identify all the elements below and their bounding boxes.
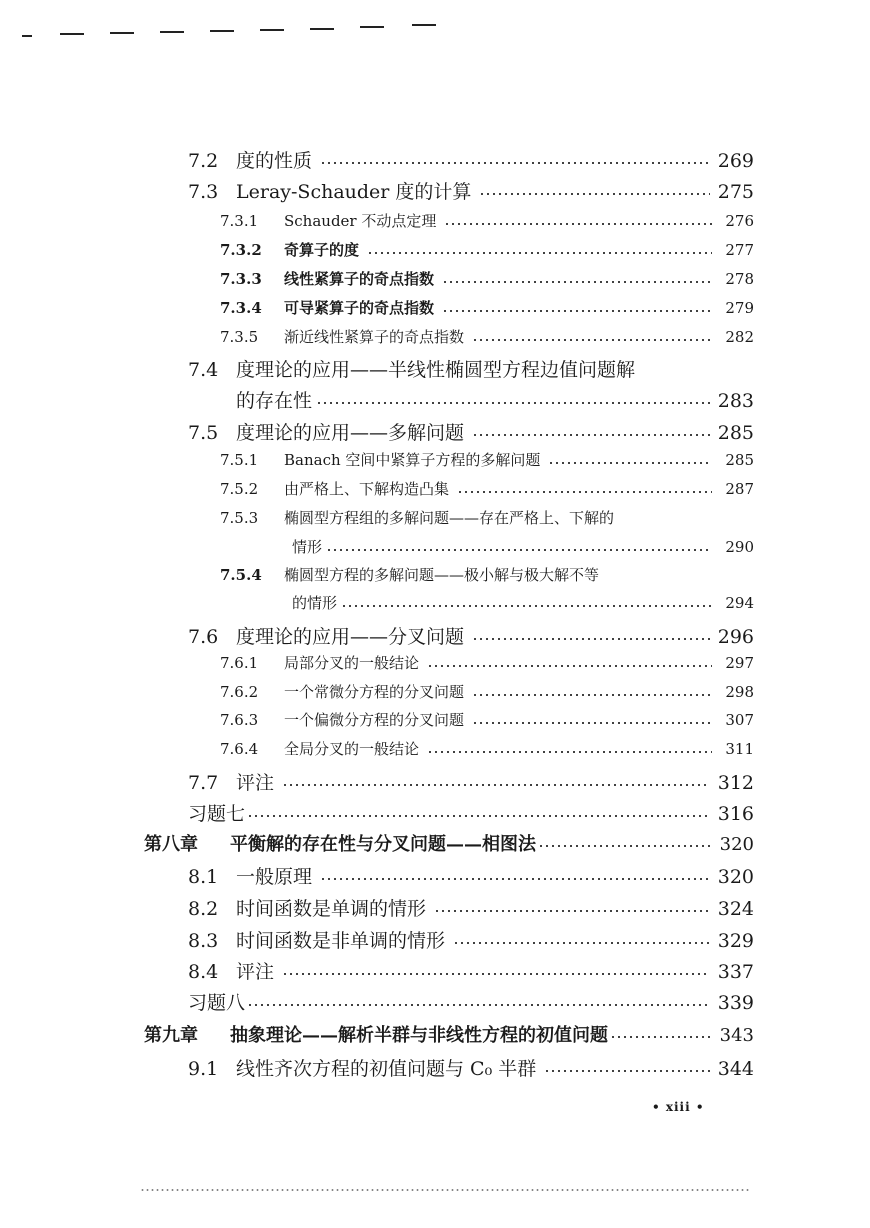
- subsection-title: Schauder 不动点定理: [284, 212, 437, 230]
- page-number: 343: [719, 1025, 754, 1046]
- subsection-number: 7.5.1: [220, 451, 259, 469]
- section-title: 时间函数是单调的情形: [236, 898, 427, 920]
- toc-entry-7-6-4: [220, 738, 754, 759]
- dot-leader: [282, 973, 710, 975]
- exercises-title: 习题七: [188, 803, 246, 825]
- dot-leader: [434, 910, 710, 912]
- page-number: 285: [725, 451, 754, 469]
- toc-entry-7-3-5: [220, 326, 754, 347]
- dot-leader: [427, 751, 712, 753]
- exercises-title: 习题八: [188, 992, 246, 1014]
- subsection-number: 7.6.4: [220, 740, 259, 758]
- section-title: 度的性质: [236, 150, 313, 172]
- toc-entry-7-6-2: [220, 681, 754, 702]
- toc-entry-7-5-4-continued: [292, 592, 754, 613]
- subsection-title: 局部分叉的一般结论: [284, 654, 420, 672]
- section-title: 评注: [236, 961, 275, 983]
- section-title: 度理论的应用——多解问题: [236, 422, 465, 444]
- section-number: 8.3: [188, 930, 219, 952]
- dot-leader: [282, 784, 710, 786]
- page-number: 329: [717, 930, 754, 952]
- toc-entry-7-5-2: [220, 478, 754, 499]
- page-number: 294: [725, 594, 754, 612]
- toc-entry-7-7: [188, 768, 754, 795]
- page-number: 307: [725, 711, 754, 729]
- section-number: 8.2: [188, 898, 219, 920]
- page-number: 311: [725, 740, 754, 758]
- section-title: 时间函数是非单调的情形: [236, 930, 446, 952]
- subsection-number: 7.3.3: [220, 270, 262, 288]
- dot-leader: [548, 462, 712, 464]
- subsection-title: 奇算子的度: [284, 241, 360, 259]
- chapter-number: 第八章: [144, 834, 198, 855]
- dot-leader: [247, 1004, 710, 1006]
- page-number: 320: [719, 834, 754, 855]
- subsection-number: 7.3.2: [220, 241, 262, 259]
- chapter-title: 平衡解的存在性与分叉问题——相图法: [230, 834, 536, 855]
- subsection-number: 7.6.1: [220, 654, 259, 672]
- dot-leader: [610, 1036, 714, 1038]
- scan-artifact-line: [140, 1189, 750, 1191]
- subsection-title-continued: 情形: [292, 538, 323, 556]
- section-title: 度理论的应用——分叉问题: [236, 626, 465, 648]
- dot-leader: [442, 281, 712, 283]
- page-number: 277: [725, 241, 754, 259]
- toc-entry-7-3-4: [220, 297, 754, 318]
- subsection-title: 全局分叉的一般结论: [284, 740, 420, 758]
- subsection-title: 线性紧算子的奇点指数: [284, 270, 435, 288]
- toc-entry-7-3-2: [220, 239, 754, 260]
- toc-entry-exercises-8: [188, 988, 754, 1015]
- dot-leader: [367, 252, 712, 254]
- toc-entry-7-4: [188, 355, 754, 382]
- subsection-title: 一个偏微分方程的分叉问题: [284, 711, 465, 729]
- page-number: 283: [717, 390, 754, 412]
- folio-page-label: • xiii •: [652, 1100, 705, 1114]
- section-number: 7.4: [188, 359, 219, 381]
- page-number: 324: [717, 898, 754, 920]
- toc-entry-7-5-3: [220, 507, 754, 528]
- toc-entry-7-5-1: [220, 449, 754, 470]
- page-number: 339: [717, 992, 754, 1014]
- toc-entry-9-1: [188, 1054, 754, 1081]
- toc-entry-chapter-8: [144, 830, 754, 856]
- chapter-title: 抽象理论——解析半群与非线性方程的初值问题: [230, 1025, 608, 1046]
- page-number: 285: [717, 422, 754, 444]
- page-number: 316: [717, 803, 754, 825]
- dot-leader: [544, 1070, 710, 1072]
- section-number: 7.3: [188, 181, 219, 203]
- dot-leader: [326, 549, 712, 551]
- toc-entry-7-3-1: [220, 210, 754, 231]
- dot-leader: [320, 162, 710, 164]
- toc-entry-7-6-1: [220, 652, 754, 673]
- section-title: 度理论的应用——半线性椭圆型方程边值问题解: [236, 359, 636, 381]
- page-number: 296: [717, 626, 754, 648]
- page-number: 276: [725, 212, 754, 230]
- dot-leader: [442, 310, 712, 312]
- toc-entry-7-2: [188, 146, 754, 173]
- section-number: 7.2: [188, 150, 219, 172]
- dot-leader: [457, 491, 712, 493]
- page-number: 287: [725, 480, 754, 498]
- toc-entry-7-6-3: [220, 709, 754, 730]
- subsection-number: 7.3.5: [220, 328, 259, 346]
- toc-entry-7-5-3-continued: [292, 536, 754, 557]
- subsection-title: Banach 空间中紧算子方程的多解问题: [284, 451, 541, 469]
- dot-leader: [320, 878, 710, 880]
- subsection-title-continued: 的情形: [292, 594, 338, 612]
- subsection-number: 7.6.3: [220, 711, 259, 729]
- page-number: 312: [717, 772, 754, 794]
- toc-entry-7-5-4: [220, 564, 754, 585]
- section-title: 评注: [236, 772, 275, 794]
- section-number: 8.1: [188, 866, 219, 888]
- section-number: 7.5: [188, 422, 219, 444]
- subsection-number: 7.3.1: [220, 212, 259, 230]
- toc-entry-8-3: [188, 926, 754, 953]
- section-title: Leray-Schauder 度的计算: [236, 181, 472, 203]
- toc-entry-8-4: [188, 957, 754, 984]
- page-number: 337: [717, 961, 754, 983]
- dot-leader: [472, 339, 712, 341]
- dot-leader: [341, 605, 712, 607]
- page-number: 278: [725, 270, 754, 288]
- toc-entry-chapter-9: [144, 1021, 754, 1047]
- dot-leader: [472, 722, 712, 724]
- toc-entry-7-3-3: [220, 268, 754, 289]
- page-number: 279: [725, 299, 754, 317]
- toc-entry-exercises-7: [188, 799, 754, 826]
- section-title-continued: 的存在性: [236, 390, 313, 412]
- page-number: 290: [725, 538, 754, 556]
- subsection-title: 椭圆型方程的多解问题——极小解与极大解不等: [284, 566, 600, 584]
- section-number: 7.7: [188, 772, 219, 794]
- page-number: 269: [717, 150, 754, 172]
- toc-entry-7-4-continued: [236, 386, 754, 413]
- section-number: 9.1: [188, 1058, 219, 1080]
- dot-leader: [247, 815, 710, 817]
- chapter-number: 第九章: [144, 1025, 198, 1046]
- toc-entry-7-6: [188, 622, 754, 649]
- page-number: 282: [725, 328, 754, 346]
- subsection-title: 椭圆型方程组的多解问题——存在严格上、下解的: [284, 509, 615, 527]
- dot-leader: [472, 434, 710, 436]
- subsection-number: 7.3.4: [220, 299, 262, 317]
- dot-leader: [479, 193, 709, 195]
- subsection-title: 由严格上、下解构造凸集: [284, 480, 450, 498]
- toc-entry-8-1: [188, 862, 754, 889]
- dot-leader: [444, 223, 712, 225]
- page-number: 320: [717, 866, 754, 888]
- dot-leader: [453, 942, 710, 944]
- section-number: 7.6: [188, 626, 219, 648]
- section-title: 一般原理: [236, 866, 313, 888]
- dot-leader: [472, 694, 712, 696]
- dot-leader: [427, 665, 712, 667]
- dot-leader: [538, 845, 712, 847]
- top-dash-marks: [22, 14, 442, 44]
- page-number: 297: [725, 654, 754, 672]
- toc-entry-7-5: [188, 418, 754, 445]
- toc-entry-8-2: [188, 894, 754, 921]
- section-title: 线性齐次方程的初值问题与 C₀ 半群: [236, 1058, 537, 1080]
- toc-entry-7-3: [188, 177, 754, 204]
- subsection-number: 7.5.2: [220, 480, 259, 498]
- subsection-title: 渐近线性紧算子的奇点指数: [284, 328, 465, 346]
- dot-leader: [316, 402, 710, 404]
- page-number: 298: [725, 683, 754, 701]
- subsection-title: 可导紧算子的奇点指数: [284, 299, 435, 317]
- dot-leader: [472, 638, 710, 640]
- section-number: 8.4: [188, 961, 219, 983]
- subsection-number: 7.5.3: [220, 509, 259, 527]
- subsection-number: 7.6.2: [220, 683, 259, 701]
- page-number: 344: [717, 1058, 754, 1080]
- subsection-number: 7.5.4: [220, 566, 262, 584]
- page-number: 275: [717, 181, 754, 203]
- subsection-title: 一个常微分方程的分叉问题: [284, 683, 465, 701]
